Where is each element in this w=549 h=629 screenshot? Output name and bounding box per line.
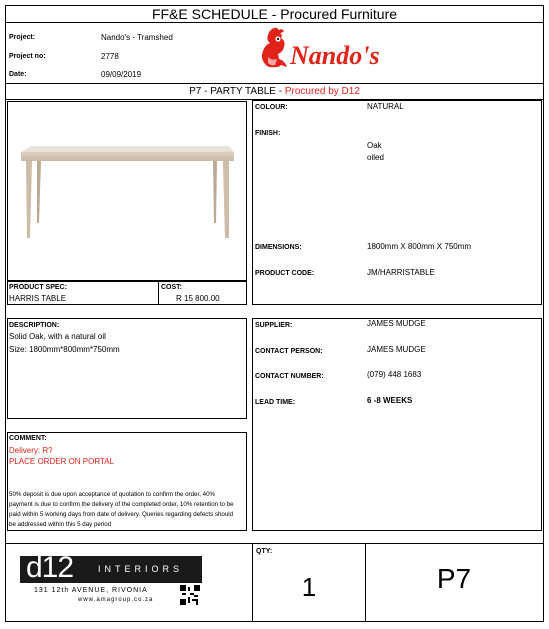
place-order-text: PLACE ORDER ON PORTAL bbox=[9, 457, 115, 466]
qr-code-icon bbox=[180, 585, 200, 605]
footer-divider bbox=[5, 543, 544, 544]
lead-time-label: LEAD TIME: bbox=[255, 399, 296, 406]
finish-value-2: oiled bbox=[367, 153, 384, 162]
cost-value: R 15 800.00 bbox=[176, 294, 220, 303]
nandos-logo bbox=[258, 27, 408, 77]
terms-line-4: be addressed within this 5 day period bbox=[9, 521, 112, 528]
d12-mark: d12 bbox=[26, 551, 74, 584]
page-title: FF&E SCHEDULE - Procured Furniture bbox=[151, 6, 398, 22]
terms-line-2: payment is due to confirm the delivery of the completed order, 10% retention to be bbox=[9, 501, 234, 508]
qty-value: 1 bbox=[301, 572, 317, 602]
delivery-text: Delivery: R? bbox=[9, 446, 53, 455]
item-title-text: P7 - PARTY TABLE - bbox=[189, 86, 285, 97]
date-label: Date: bbox=[9, 71, 27, 78]
rooster-icon bbox=[258, 27, 292, 75]
item-code: P7 bbox=[436, 563, 472, 594]
dimensions-label: DIMENSIONS: bbox=[255, 244, 302, 251]
qty-label: QTY: bbox=[256, 548, 273, 555]
terms-line-1: 50% deposit is due upon acceptance of quotation to confirm the order, 40% bbox=[9, 491, 216, 498]
finish-label: FINISH: bbox=[255, 130, 281, 137]
d12-logo bbox=[20, 551, 202, 606]
dimensions-value: 1800mm X 800mm X 750mm bbox=[367, 242, 472, 251]
product-code-value: JM/HARRISTABLE bbox=[367, 268, 435, 277]
finish-value-1: Oak bbox=[367, 141, 382, 150]
procured-by: Procured by D12 bbox=[284, 86, 360, 97]
contact-person-label: CONTACT PERSON: bbox=[255, 348, 323, 355]
interiors-text: INTERIORS bbox=[98, 564, 184, 574]
description-label: DESCRIPTION: bbox=[9, 322, 60, 329]
project-no-value: 2778 bbox=[101, 52, 119, 61]
contact-number-label: CONTACT NUMBER: bbox=[255, 373, 324, 380]
contact-person-value: JAMES MUDGE bbox=[367, 345, 426, 354]
product-spec-value: HARRIS TABLE bbox=[9, 294, 67, 303]
lead-time-value: 6 -8 WEEKS bbox=[367, 396, 413, 405]
nandos-wordmark: Nando's bbox=[290, 41, 380, 70]
date-value: 09/09/2019 bbox=[101, 70, 142, 79]
cost-label: COST: bbox=[161, 284, 182, 291]
item-title bbox=[5, 84, 544, 99]
terms-line-3: paid within 5 working days from date of delivery. Queries regarding defects should bbox=[9, 511, 234, 518]
description-line-1: Solid Oak, with a natural oil bbox=[9, 332, 106, 341]
project-no-label: Project no: bbox=[9, 53, 46, 60]
address-text: 131 12th AVENUE, RIVONIA bbox=[34, 587, 148, 594]
product-code-label: PRODUCT CODE: bbox=[255, 270, 315, 277]
colour-label: COLOUR: bbox=[255, 104, 288, 111]
colour-value: NATURAL bbox=[367, 102, 404, 111]
spec-cost-divider bbox=[158, 281, 159, 305]
supplier-value: JAMES MUDGE bbox=[367, 319, 426, 328]
comment-label: COMMENT: bbox=[9, 435, 47, 442]
supplier-label: SUPPLIER: bbox=[255, 322, 293, 329]
table-image bbox=[17, 143, 237, 243]
project-label: Project: bbox=[9, 34, 36, 41]
contact-number-value: (079) 448 1683 bbox=[367, 370, 422, 379]
description-line-2: Size: 1800mm*800mm*750mm bbox=[9, 345, 120, 354]
project-value: Nando's - Tramshed bbox=[101, 33, 173, 42]
website-text: www.amagroup.co.za bbox=[78, 597, 154, 603]
product-spec-label: PRODUCT SPEC: bbox=[9, 284, 67, 291]
